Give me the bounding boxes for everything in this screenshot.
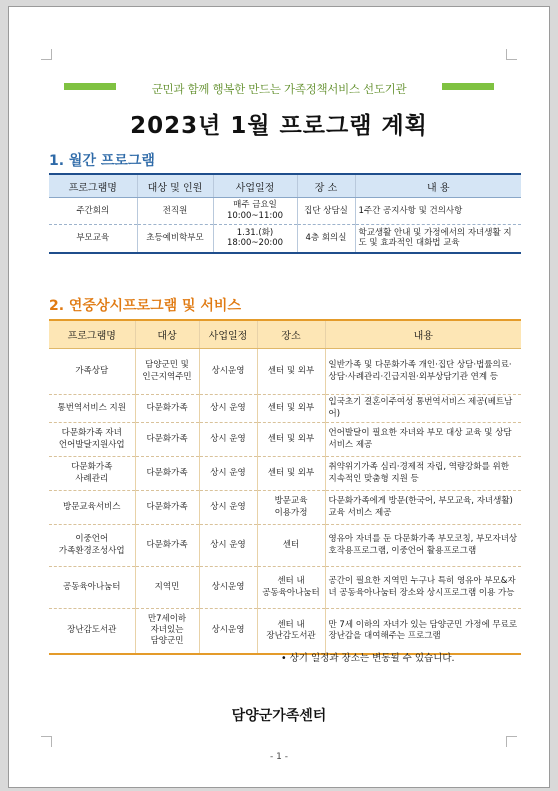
schedule-change-note: • 상기 일정과 장소는 변동될 수 있습니다. (281, 653, 455, 664)
table-cell: 영유아 자녀를 둔 다문화가족 부모코칭, 부모자녀상호작용프로그램, 이중언어 활용프로그램 (325, 525, 521, 567)
table-cell: 상시 운영 (199, 525, 257, 567)
margin-corner-mark (41, 49, 52, 60)
section1-heading: 1. 월간 프로그램 (49, 153, 155, 169)
table-cell: 센터 (257, 525, 325, 567)
table-cell: 장난감도서관 (49, 609, 135, 654)
table-cell: 통번역서비스 지원 (49, 395, 135, 423)
table-cell: 다문화가족 (135, 395, 199, 423)
table-cell: 언어발달이 필요한 자녀와 부모 대상 교육 및 상담 서비스 제공 (325, 423, 521, 457)
table-row (49, 423, 521, 457)
table-header: 프로그램명 (49, 174, 137, 198)
table-cell: 상시운영 (199, 567, 257, 609)
table-header: 내 용 (355, 174, 521, 198)
table-cell: 다문화가족 (135, 525, 199, 567)
table-cell: 1.31.(화) 18:00~20:00 (213, 225, 297, 253)
table-cell: 다문화가족 자녀 언어발달지원사업 (49, 423, 135, 457)
table-cell: 센터 및 외부 (257, 423, 325, 457)
table-cell: 지역민 (135, 567, 199, 609)
annual-program-table (49, 319, 521, 655)
table-cell: 매주 금요일 10:00~11:00 (213, 198, 297, 225)
table-cell: 상시운영 (199, 349, 257, 395)
margin-corner-mark (506, 49, 517, 60)
table-header: 장 소 (297, 174, 355, 198)
table-cell: 학교생활 안내 및 가정에서의 자녀생활 지도 및 효과적인 대화법 교육 (355, 225, 521, 253)
table-header: 대상 및 인원 (137, 174, 213, 198)
table-cell: 4층 회의실 (297, 225, 355, 253)
table-row (49, 567, 521, 609)
table-cell: 이중언어 가족환경조성사업 (49, 525, 135, 567)
table-cell: 담양군민 및 인근지역주민 (135, 349, 199, 395)
table-cell: 방문교육 이용가정 (257, 491, 325, 525)
table-header: 사업일정 (213, 174, 297, 198)
table-cell: 초등예비학부모 (137, 225, 213, 253)
table-cell: 센터 및 외부 (257, 349, 325, 395)
table-cell: 집단 상담실 (297, 198, 355, 225)
table-cell: 부모교육 (49, 225, 137, 253)
table-header: 대상 (135, 320, 199, 349)
table-cell: 다문화가족에게 방문(한국어, 부모교육, 자녀생활)교육 서비스 제공 (325, 491, 521, 525)
document-page (8, 6, 550, 788)
table-cell: 만7세이하 자녀있는 담양군민 (135, 609, 199, 654)
table-cell: 1주간 공지사항 및 건의사항 (355, 198, 521, 225)
table-cell: 상시운영 (199, 609, 257, 654)
table-cell: 다문화가족 사례관리 (49, 457, 135, 491)
table-cell: 전직원 (137, 198, 213, 225)
table-cell: 일반가족 및 다문화가족 개인·집단 상담·법률의료·상담·사례관리·긴급지원·외부상담기관 연계 등 (325, 349, 521, 395)
table-row (49, 525, 521, 567)
organization-name: 담양군가족센터 (231, 708, 327, 724)
table-cell: 만 7세 이하의 자녀가 있는 담양군민 가정에 무료로 장난감을 대여해주는 프로그램 (325, 609, 521, 654)
table-cell: 센터 및 외부 (257, 457, 325, 491)
page-number: - 1 - (270, 752, 288, 762)
margin-corner-mark (41, 736, 52, 747)
table-cell: 주간회의 (49, 198, 137, 225)
tagline-banner (64, 81, 494, 103)
table-cell: 상시 운영 (199, 423, 257, 457)
monthly-program-table (49, 173, 521, 254)
table-row (49, 491, 521, 525)
table-row (49, 395, 521, 423)
table-row (49, 609, 521, 654)
margin-corner-mark (506, 736, 517, 747)
table-cell: 센터 내 장난감도서관 (257, 609, 325, 654)
table-cell: 센터 내 공동육아나눔터 (257, 567, 325, 609)
table-header: 장소 (257, 320, 325, 349)
section2-heading: 2. 연중상시프로그램 및 서비스 (49, 298, 241, 314)
table-cell: 공간이 필요한 지역민 누구나 특히 영유아 부모&자녀 공동육아나눔터 장소와 상시프로그램 이용 가능 (325, 567, 521, 609)
tagline-text: 군민과 함께 행복한 만드는 가족정책서비스 선도기관 (151, 82, 407, 96)
table-cell: 공동육아나눔터 (49, 567, 135, 609)
table-cell: 상시 운영 (199, 395, 257, 423)
table-cell: 가족상담 (49, 349, 135, 395)
table-cell: 다문화가족 (135, 457, 199, 491)
table-row (49, 457, 521, 491)
table-cell: 다문화가족 (135, 423, 199, 457)
table-header: 사업일정 (199, 320, 257, 349)
table-cell: 취약위기가족 심리·경제적 자립, 역량강화를 위한 지속적인 맞춤형 지원 등 (325, 457, 521, 491)
table-row (49, 198, 521, 225)
table-cell: 방문교육서비스 (49, 491, 135, 525)
table-header: 내용 (325, 320, 521, 349)
page-title: 2023년 1월 프로그램 계획 (130, 113, 428, 139)
table-row (49, 225, 521, 253)
table-cell: 센터 및 외부 (257, 395, 325, 423)
table-cell: 상시 운영 (199, 491, 257, 525)
table-header: 프로그램명 (49, 320, 135, 349)
table-cell: 입국초기 결혼이주여성 통번역서비스 제공(베트남어) (325, 395, 521, 423)
table-cell: 다문화가족 (135, 491, 199, 525)
table-cell: 상시 운영 (199, 457, 257, 491)
table-row (49, 349, 521, 395)
